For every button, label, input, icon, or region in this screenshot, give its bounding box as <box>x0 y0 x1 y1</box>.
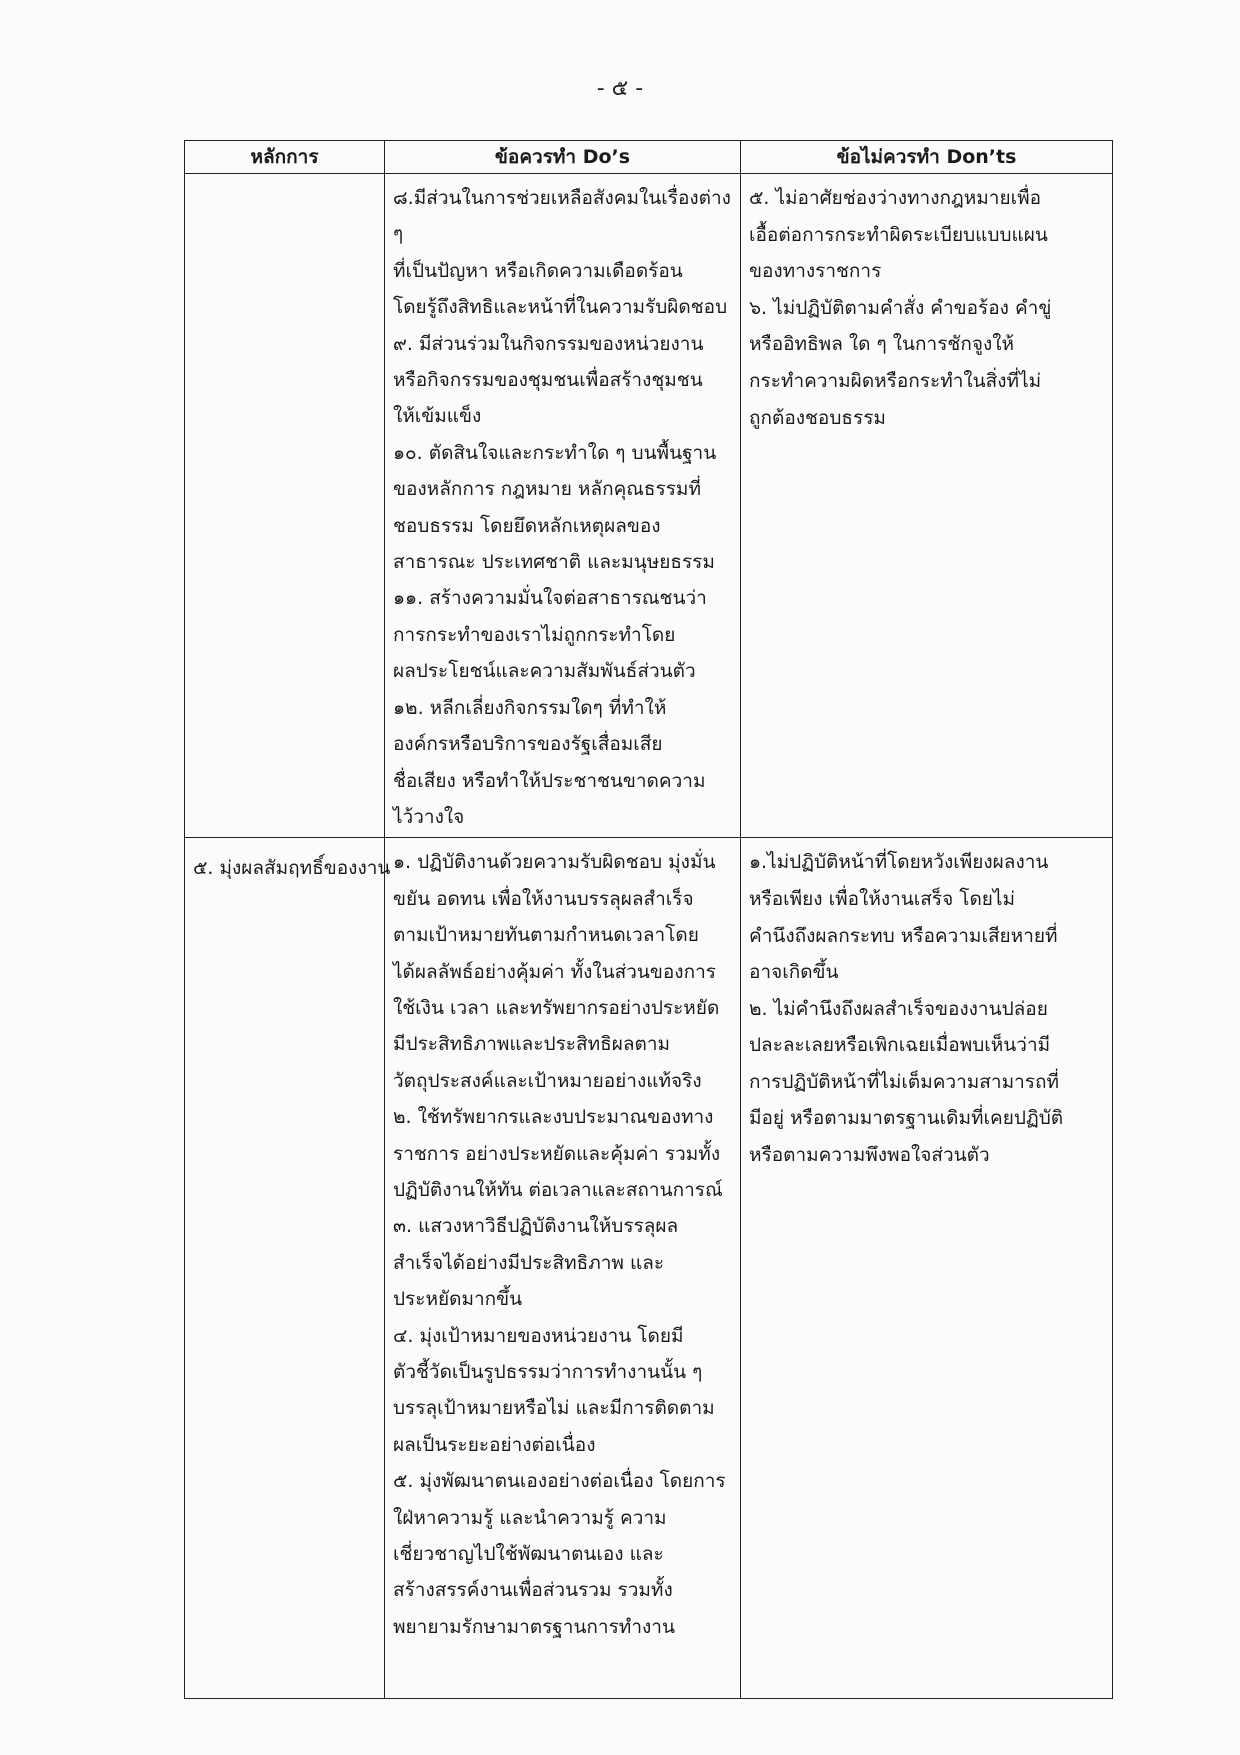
donts-list <box>749 844 1106 1173</box>
list-item: ๑๒. หลีกเลี่ยงกิจกรรมใดๆ ที่ทำให้ องค์กรหรือบริการของรัฐเสื่อมเสีย ชื่อเสียง หรือทำให้ประชาชนขาดความ ไว้วางใจ <box>393 696 706 828</box>
principle-cell <box>185 174 385 838</box>
header-donts: ข้อไม่ควรทำ Don’ts <box>741 141 1113 174</box>
list-item: ๕. มุ่งพัฒนาตนเองอย่างต่อเนื่อง โดยการ ใฝ่หาความรู้ และนำความรู้ ความ เชี่ยวชาญไปใช้พัฒนาตนเอง และ สร้างสรรค์งานเพื่อส่วนรวม รวมทั้ง พยายามรักษามาตรฐานการทำงาน <box>393 1470 726 1638</box>
dos-list <box>393 180 734 835</box>
list-item: ๓. แสวงหาวิธีปฏิบัติงานให้บรรลุผล สำเร็จได้อย่างมีประสิทธิภาพ และ ประหยัดมากขึ้น <box>393 1215 679 1311</box>
list-item: ๒. ใช้ทรัพยากรและงบประมาณของทาง ราชการ อย่างประหยัดและคุ้มค่า รวมทั้ง ปฏิบัติงานให้ทัน ต่อเวลาและสถานการณ์ <box>393 1106 723 1201</box>
donts-cell <box>741 838 1113 1699</box>
list-item: ๑๑. สร้างความมั่นใจต่อสาธารณชนว่า การกระทำของเราไม่ถูกกระทำโดย ผลประโยชน์และความสัมพันธ์ส่วนตัว <box>393 587 707 683</box>
dos-cell <box>385 838 741 1699</box>
list-item: ๙. มีส่วนร่วมในกิจกรรมของหน่วยงาน หรือกิจกรรมของชุมชนเพื่อสร้างชุมชน ให้เข้มแข็ง <box>393 332 704 428</box>
list-item: ๑๐. ตัดสินใจและกระทำใด ๆ บนพื้นฐาน ของหลักการ กฎหมาย หลักคุณธรรมที่ ชอบธรรม โดยยึดหลักเหตุผลของ สาธารณะ ประเทศชาติ และมนุษยธรรม <box>393 441 717 574</box>
list-item: ๑.ไม่ปฏิบัติหน้าที่โดยหวังเพียงผลงาน หรือเพียง เพื่อให้งานเสร็จ โดยไม่ คำนึงถึงผลกระทบ หรือความเสียหายที่ อาจเกิดขึ้น <box>749 851 1058 984</box>
dos-cell <box>385 174 741 838</box>
donts-cell <box>741 174 1113 838</box>
page-number: - ๕ - <box>596 76 644 101</box>
table-header-row <box>185 141 1113 174</box>
list-item: ๕. ไม่อาศัยช่องว่างทางกฎหมายเพื่อ เอื้อต่อการกระทำผิดระเบียบแบบแผน ของทางราชการ <box>749 187 1048 283</box>
principles-table <box>184 140 1113 1699</box>
list-item: ๖. ไม่ปฏิบัติตามคำสั่ง คำขอร้อง คำขู่ หรืออิทธิพล ใด ๆ ในการชักจูงให้ กระทำความผิดหรือกระทำในสิ่งที่ไม่ ถูกต้องชอบธรรม <box>749 296 1052 429</box>
dos-list <box>393 844 734 1645</box>
header-principle: หลักการ <box>185 141 385 174</box>
donts-list <box>749 180 1106 436</box>
list-item: ๔. มุ่งเป้าหมายของหน่วยงาน โดยมี ตัวชี้วัดเป็นรูปธรรมว่าการทำงานนั้น ๆ บรรลุเป้าหมายหรือไม่ และมีการติดตาม ผลเป็นระยะอย่างต่อเนื่อง <box>393 1324 715 1456</box>
list-item: ๑. ปฏิบัติงานด้วยความรับผิดชอบ มุ่งมั่น ขยัน อดทน เพื่อให้งานบรรลุผลสำเร็จ ตามเป้าหมายทันตามกำหนดเวลาโดย ได้ผลลัพธ์อย่างคุ้มค่า ทั้งในส่วนของการ ใช้เงิน เวลา และทรัพยากรอย่างประหยัด มีประสิทธิภาพและประสิทธิผลตาม วัตถุประสงค์และเป้าหมายอย่างแท้จริง <box>393 851 720 1092</box>
list-item: ๘.มีส่วนในการช่วยเหลือสังคมในเรื่องต่าง ๆ ที่เป็นปัญหา หรือเกิดความเดือดร้อน โดยรู้ถึงสิทธิและหน้าที่ในความรับผิดชอบ <box>393 187 731 319</box>
table-row <box>185 838 1113 1699</box>
header-dos: ข้อควรทำ Do’s <box>385 141 741 174</box>
principle-cell: ๕. มุ่งผลสัมฤทธิ์ของงาน <box>185 838 385 1699</box>
table-row <box>185 174 1113 838</box>
list-item: ๒. ไม่คำนึงถึงผลสำเร็จของงานปล่อย ปละละเลยหรือเพิกเฉยเมื่อพบเห็นว่ามี การปฏิบัติหน้าที่ไม่เต็มความสามารถที่ มีอยู่ หรือตามมาตรฐานเดิมที่เคยปฏิบัติ หรือตามความพึงพอใจส่วนตัว <box>749 997 1064 1167</box>
